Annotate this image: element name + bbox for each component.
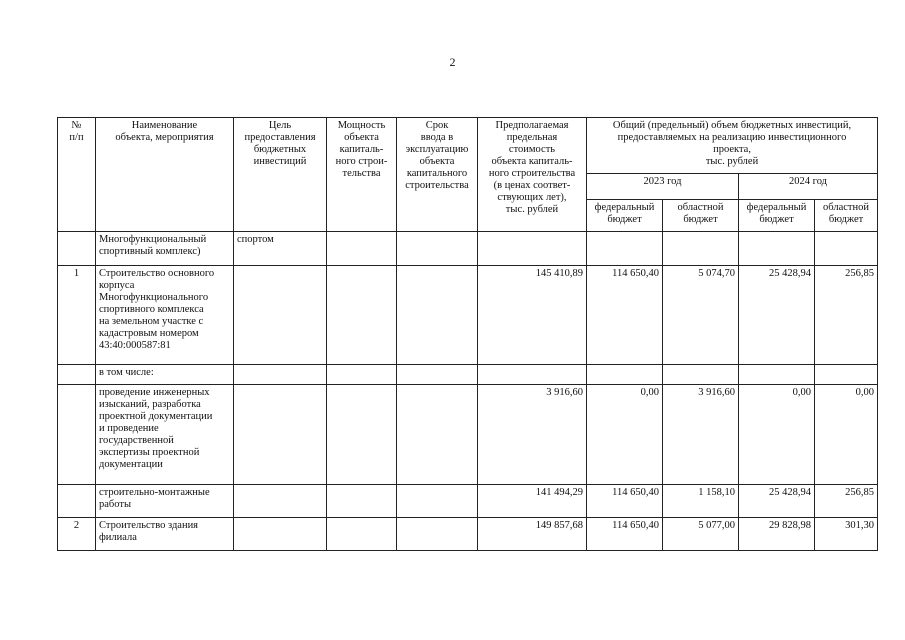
cell-regional-2024: 301,30	[815, 518, 878, 551]
cell-federal-2024: 29 828,98	[739, 518, 815, 551]
cell-federal-2023	[587, 365, 663, 385]
table-row	[58, 365, 878, 385]
cell-goal	[234, 518, 327, 551]
table-row	[58, 266, 878, 365]
cell-federal-2024: 25 428,94	[739, 485, 815, 518]
cell-name-text: проведение инженерных изысканий, разработка проектной документации и проведение государственной экспертизы проектной документации	[99, 387, 213, 470]
cell-goal: спортом	[234, 232, 327, 266]
cell-num	[58, 485, 96, 518]
header-goal	[234, 118, 327, 232]
cell-goal	[234, 385, 327, 485]
header-term	[397, 118, 478, 232]
header-capacity-text: Мощность объекта капиталь- ного строи- тельства	[335, 120, 388, 179]
header-year-2024: 2024 год	[739, 174, 878, 200]
cell-num	[58, 232, 96, 266]
cell-federal-2024: 25 428,94	[739, 266, 815, 365]
cell-regional-2023	[663, 232, 739, 266]
cell-name-text: Многофункциональный спортивный комплекс)	[99, 234, 207, 257]
header-federal-2024	[739, 200, 815, 232]
cell-num	[58, 385, 96, 485]
cell-federal-2024	[739, 365, 815, 385]
cell-name	[96, 518, 234, 551]
header-goal-text: Цель предоставления бюджетных инвестиций	[244, 120, 316, 167]
cell-term	[397, 232, 478, 266]
header-total-volume	[587, 118, 878, 174]
cell-num	[58, 365, 96, 385]
cell-cost: 149 857,68	[478, 518, 587, 551]
cell-federal-2023: 114 650,40	[587, 266, 663, 365]
cell-term	[397, 385, 478, 485]
cell-capacity	[327, 266, 397, 365]
cell-regional-2024	[815, 232, 878, 266]
cell-regional-2024	[815, 365, 878, 385]
header-capacity	[327, 118, 397, 232]
cell-name	[96, 232, 234, 266]
investment-table	[57, 117, 878, 551]
cell-term	[397, 365, 478, 385]
cell-term	[397, 518, 478, 551]
cell-capacity	[327, 385, 397, 485]
header-federal-2024-text: федеральный бюджет	[746, 202, 807, 225]
cell-name-text: Строительство основного корпуса Многофункционального спортивного комплекса на земельном участке с кадастровым номером 43:40:000587:81	[99, 268, 215, 351]
table-row	[58, 518, 878, 551]
header-cost-text: Предполагаемая предельная стоимость объекта капиталь- ного строительства (в ценах соответ- ствующих лет), тыс. рублей	[488, 120, 576, 215]
cell-capacity	[327, 518, 397, 551]
header-regional-2023	[663, 200, 739, 232]
cell-regional-2023	[663, 365, 739, 385]
page-number: 2	[449, 55, 456, 69]
cell-federal-2023: 114 650,40	[587, 485, 663, 518]
header-regional-2024	[815, 200, 878, 232]
cell-name	[96, 485, 234, 518]
cell-capacity	[327, 365, 397, 385]
cell-capacity	[327, 485, 397, 518]
cell-cost: 3 916,60	[478, 385, 587, 485]
cell-name	[96, 365, 234, 385]
header-year-2023: 2023 год	[587, 174, 739, 200]
table-row	[58, 385, 878, 485]
cell-cost: 145 410,89	[478, 266, 587, 365]
header-term-text: Срок ввода в эксплуатацию объекта капитального строительства	[405, 120, 469, 191]
table-row	[58, 232, 878, 266]
header-federal-2023	[587, 200, 663, 232]
header-cost	[478, 118, 587, 232]
cell-cost: 141 494,29	[478, 485, 587, 518]
cell-federal-2023	[587, 232, 663, 266]
cell-term	[397, 485, 478, 518]
cell-regional-2024: 256,85	[815, 485, 878, 518]
cell-regional-2024: 256,85	[815, 266, 878, 365]
table-row	[58, 485, 878, 518]
cell-goal	[234, 485, 327, 518]
cell-federal-2023: 114 650,40	[587, 518, 663, 551]
header-num-text: № п/п	[69, 120, 84, 143]
cell-name-text: строительно-монтажные работы	[99, 487, 210, 510]
cell-regional-2023: 5 077,00	[663, 518, 739, 551]
header-regional-2023-text: областной бюджет	[677, 202, 724, 225]
header-name-text: Наименование объекта, мероприятия	[115, 120, 214, 143]
cell-federal-2023: 0,00	[587, 385, 663, 485]
cell-term	[397, 266, 478, 365]
cell-regional-2023: 5 074,70	[663, 266, 739, 365]
cell-num: 1	[58, 266, 96, 365]
cell-goal	[234, 266, 327, 365]
header-total-volume-text: Общий (предельный) объем бюджетных инвестиций, предоставляемых на реализацию инвестиционного проекта, тыс. рублей	[612, 120, 852, 167]
header-num	[58, 118, 96, 232]
cell-federal-2024: 0,00	[739, 385, 815, 485]
cell-regional-2023: 3 916,60	[663, 385, 739, 485]
header-federal-2023-text: федеральный бюджет	[594, 202, 655, 225]
cell-cost	[478, 365, 587, 385]
cell-regional-2024: 0,00	[815, 385, 878, 485]
cell-capacity	[327, 232, 397, 266]
header-name	[96, 118, 234, 232]
cell-regional-2023: 1 158,10	[663, 485, 739, 518]
cell-cost	[478, 232, 587, 266]
cell-name	[96, 266, 234, 365]
header-regional-2024-text: областной бюджет	[823, 202, 869, 225]
cell-name-text: Строительство здания филиала	[99, 520, 199, 543]
cell-name	[96, 385, 234, 485]
cell-name-text: в том числе:	[99, 367, 154, 378]
cell-federal-2024	[739, 232, 815, 266]
cell-num: 2	[58, 518, 96, 551]
cell-goal	[234, 365, 327, 385]
